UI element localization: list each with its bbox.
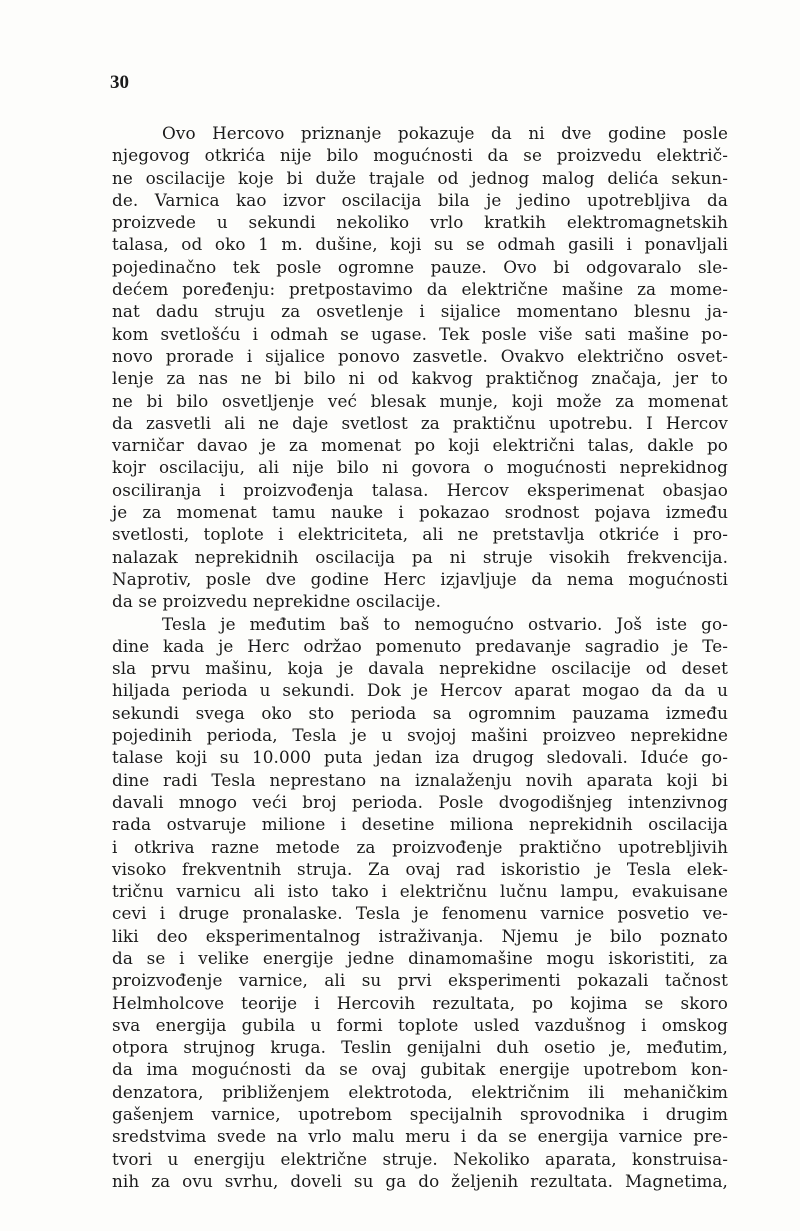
text-line: kojr oscilaciju, ali nije bilo ni govora o mogućnosti neprekidnog — [112, 457, 728, 478]
text-line: de. Varnica kao izvor oscilacija bila je jedino upotrebljiva da — [112, 189, 728, 210]
text-line: sva energija gubila u formi toplote usled vazdušnog i omskog — [112, 1014, 728, 1035]
text-line: Tesla je međutim baš to nemogućno ostvario. Još iste go- — [162, 613, 728, 634]
text-line: nalazak neprekidnih oscilacija pa ni struje visokih frekvencija. — [112, 546, 728, 567]
text-line: sla prvu mašinu, koja je davala neprekidne oscilacije od deset — [112, 658, 728, 679]
text-line: i otkriva razne metode za proizvođenje praktično upotrebljivih — [112, 836, 728, 857]
text-line: kom svetlošću i odmah se ugase. Tek posle više sati mašine po- — [112, 323, 728, 344]
page-number: 30 — [110, 72, 129, 93]
text-line: ne bi bilo osvetljenje već blesak munje, koji može za momenat — [112, 390, 728, 411]
text-line: sredstvima svede na vrlo malu meru i da se energija varnice pre- — [112, 1126, 728, 1147]
text-line: sekundi svega oko sto perioda sa ogromnim pauzama između — [112, 702, 728, 723]
text-line: da se i velike energije jedne dinamomašine mogu iskoristiti, za — [112, 947, 728, 968]
text-line: davali mnogo veći broj perioda. Posle dvogodišnjeg intenzivnog — [112, 791, 728, 812]
text-line: gašenjem varnice, upotrebom specijalnih sprovodnika i drugim — [112, 1104, 728, 1125]
text-line: liki deo eksperimentalnog istraživanja. Njemu je bilo poznato — [112, 925, 728, 946]
text-line: proizvođenje varnice, ali su prvi eksperimenti pokazali tačnost — [112, 970, 728, 991]
text-line: rada ostvaruje milione i desetine miliona neprekidnih oscilacija — [112, 814, 728, 835]
text-line: dine radi Tesla neprestano na iznalaženju novih aparata koji bi — [112, 769, 728, 790]
text-line: tvori u energiju električne struje. Nekoliko aparata, konstruisa- — [112, 1148, 728, 1169]
text-line: talase koji su 10.000 puta jedan iza drugog sledovali. Iduće go- — [112, 747, 728, 768]
text-line: denzatora, približenjem elektrotoda, električnim ili mehaničkim — [112, 1081, 728, 1102]
text-line: da ima mogućnosti da se ovaj gubitak energije upotrebom kon- — [112, 1059, 728, 1080]
text-line: osciliranja i proizvođenja talasa. Hercov eksperimenat obasjao — [112, 479, 728, 500]
text-line: je za momenat tamu nauke i pokazao srodnost pojava između — [112, 502, 728, 523]
text-line: Naprotiv, posle dve godine Herc izjavljuje da nema mogućnosti — [112, 568, 728, 589]
text-line: lenje za nas ne bi bilo ni od kakvog praktičnog značaja, jer to — [112, 368, 728, 389]
text-line: da se proizvedu neprekidne oscilacije. — [112, 591, 442, 612]
text-line: tričnu varnicu ali isto tako i električnu lučnu lampu, evakuisane — [112, 881, 728, 902]
text-line: proizvede u sekundi nekoliko vrlo kratkih elektromagnetskih — [112, 212, 728, 233]
text-line: ne oscilacije koje bi duže trajale od jednog malog delića sekun- — [112, 167, 728, 188]
text-line: Helmholcove teorije i Hercovih rezultata, po kojima se skoro — [112, 992, 728, 1013]
text-line: pojedinih perioda, Tesla je u svojoj mašini proizveo neprekidne — [112, 725, 728, 746]
text-line: visoko frekventnih struja. Za ovaj rad iskoristio je Tesla elek- — [112, 858, 728, 879]
text-line: varničar davao je za momenat po koji električni talas, dakle po — [112, 435, 728, 456]
text-line: cevi i druge pronalaske. Tesla je fenomenu varnice posvetio ve- — [112, 903, 728, 924]
text-line: nat dadu struju za osvetlenje i sijalice momentano blesnu ja- — [112, 301, 728, 322]
text-line: Ovo Hercovo priznanje pokazuje da ni dve godine posle — [162, 123, 728, 143]
text-line: svetlosti, toplote i elektriciteta, ali ne pretstavlja otkriće i pro- — [112, 524, 728, 545]
text-line: otpora strujnog kruga. Teslin genijalni duh osetio je, međutim, — [112, 1037, 728, 1058]
text-line: pojedinačno tek posle ogromne pauze. Ovo bi odgovaralo sle- — [112, 256, 728, 277]
text-line: talasa, od oko 1 m. dušine, koji su se odmah gasili i ponavljali — [112, 234, 728, 255]
text-line: njegovog otkrića nije bilo mogućnosti da se proizvedu električ- — [112, 145, 728, 166]
text-line: dine kada je Herc održao pomenuto predavanje sagradio je Te- — [112, 635, 728, 656]
text-line: novo prorade i sijalice ponovo zasvetle. Ovakvo električno osvet- — [112, 345, 728, 366]
body-text — [112, 122, 728, 1192]
text-line: dećem poređenju: pretpostavimo da električne mašine za mome- — [112, 279, 728, 300]
text-line: da zasvetli ali ne daje svetlost za praktičnu upotrebu. I Hercov — [112, 412, 728, 433]
text-line: hiljada perioda u sekundi. Dok je Hercov aparat mogao da da u — [112, 680, 728, 701]
text-line: nih za ovu svrhu, doveli su ga do željenih rezultata. Magnetima, — [112, 1170, 728, 1191]
